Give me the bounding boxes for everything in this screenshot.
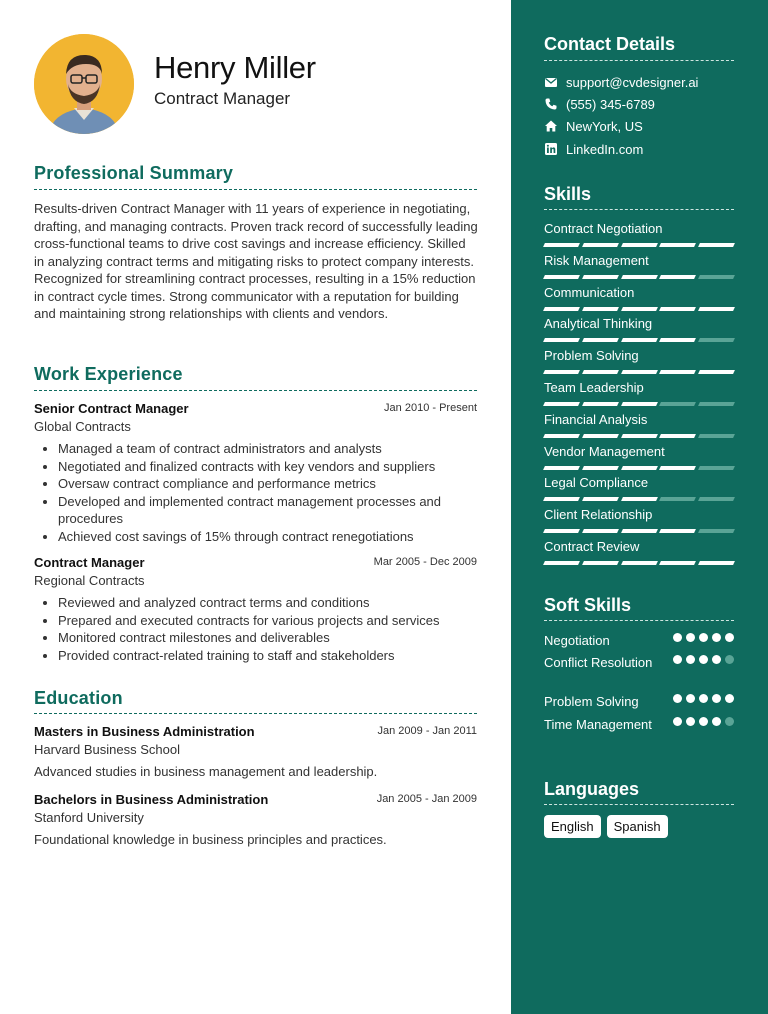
skill-segment-filled [621, 561, 658, 565]
skill-item [544, 475, 734, 501]
summary-heading: Professional Summary [34, 163, 234, 183]
skill-segment-filled [659, 370, 696, 374]
skill-segment-filled [582, 370, 619, 374]
skill-name: Legal Compliance [544, 475, 649, 491]
contact-location [544, 117, 643, 135]
skill-segment-filled [659, 338, 696, 342]
bullet-item: • Managed a team of contract administrators and analysts [58, 440, 477, 458]
degree-title: Bachelors in Business Administration [34, 792, 269, 807]
skill-segment-filled [543, 402, 580, 406]
rating-dot-filled [699, 655, 708, 664]
skill-segment-filled [582, 338, 619, 342]
soft-skill-rating [673, 717, 734, 726]
rating-dot-filled [686, 633, 695, 642]
soft-skill-name: Negotiation [544, 633, 610, 648]
skill-level-bar [544, 307, 734, 311]
soft-skills-heading: Soft Skills [544, 595, 632, 615]
phone-text[interactable]: (555) 345-6789 [566, 96, 655, 112]
job-entry [34, 555, 477, 664]
skill-item [544, 253, 734, 279]
skill-level-bar [544, 529, 734, 533]
language-badge: English [544, 815, 601, 838]
skill-name: Contract Negotiation [544, 221, 663, 236]
soft-skill-item [544, 693, 734, 710]
languages-heading: Languages [544, 779, 640, 799]
summary-text: Results-driven Contract Manager with 11 years of experience in negotiating, drafting, and managing contracts. Proven track record of successfully leading cross-functional teams to drive cost savings and increase efficiency. Skilled in analyzing contract terms and mitigating risks to protect company interests. Recognized for streamlining contract processes, resulting in a 15% reduction in contract cycle times. Strong communicator with a reputation for building and maintaining strong relationships with clients and vendors. [34, 201, 478, 321]
bullet-item: • Negotiated and finalized contracts with key vendors and suppliers [58, 458, 477, 476]
skill-segment-filled [582, 529, 619, 533]
skill-segment-filled [582, 307, 619, 311]
soft-skill-item [544, 654, 734, 671]
skill-segment-filled [698, 243, 735, 247]
skill-segment-filled [543, 466, 580, 470]
skill-segment-filled [582, 497, 619, 501]
education-description: Advanced studies in business management and leadership. [34, 764, 378, 779]
experience-divider [34, 390, 477, 391]
skill-level-bar [544, 275, 734, 279]
job-title: Senior Contract Manager [34, 401, 189, 416]
job-date: Mar 2005 - Dec 2009 [373, 556, 477, 568]
skill-segment-filled [659, 243, 696, 247]
skill-segment-filled [698, 370, 735, 374]
skill-segment-filled [659, 561, 696, 565]
envelope-icon [544, 75, 558, 89]
rating-dot-filled [712, 717, 721, 726]
contact-heading: Contact Details [544, 34, 676, 54]
skill-name: Problem Solving [544, 348, 639, 364]
education-description: Foundational knowledge in business principles and practices. [34, 832, 387, 847]
skill-item [544, 412, 734, 438]
skill-segment-filled [621, 370, 658, 374]
skill-item [544, 285, 734, 311]
soft-skill-item [544, 632, 734, 649]
skill-level-bar [544, 561, 734, 565]
job-entry [34, 401, 477, 546]
skill-segment-filled [543, 307, 580, 311]
soft-skill-name: Conflict Resolution [544, 655, 653, 670]
skill-segment-filled [582, 402, 619, 406]
skills-divider [544, 209, 734, 210]
profile-photo [34, 34, 134, 134]
skill-segment-filled [621, 338, 658, 342]
skill-segment-filled [621, 466, 658, 470]
skill-segment-filled [698, 561, 735, 565]
education-date: Jan 2009 - Jan 2011 [377, 725, 477, 737]
rating-dot-filled [686, 717, 695, 726]
rating-dot-empty [725, 655, 734, 664]
home-icon [544, 119, 558, 133]
email-text[interactable]: support@cvdesigner.ai [566, 74, 699, 90]
phone-icon [544, 97, 558, 111]
skill-segment-filled [582, 275, 619, 279]
rating-dot-filled [673, 717, 682, 726]
skill-level-bar [544, 402, 734, 406]
skill-level-bar [544, 466, 734, 470]
skill-item [544, 507, 734, 533]
summary-divider [34, 189, 477, 190]
skill-item [544, 380, 734, 406]
skill-segment-empty [698, 275, 735, 279]
skill-segment-filled [543, 561, 580, 565]
contact-phone[interactable] [544, 95, 655, 113]
rating-dot-filled [686, 694, 695, 703]
skill-segment-empty [698, 338, 735, 342]
skill-item [544, 539, 734, 565]
bullet-item: • Reviewed and analyzed contract terms and conditions [58, 594, 477, 612]
skill-segment-filled [698, 307, 735, 311]
school-name: Harvard Business School [34, 742, 180, 757]
contact-linkedin[interactable] [544, 140, 643, 158]
skill-segment-filled [582, 434, 619, 438]
skill-name: Contract Review [544, 539, 640, 554]
job-bullets [34, 440, 477, 546]
candidate-role: Contract Manager [154, 89, 291, 108]
skill-segment-filled [659, 307, 696, 311]
avatar [34, 34, 134, 134]
skill-segment-empty [698, 434, 735, 438]
skill-segment-filled [582, 561, 619, 565]
soft-skills-divider [544, 620, 734, 621]
rating-dot-filled [673, 633, 682, 642]
skill-item [544, 316, 734, 342]
sidebar [511, 0, 768, 1014]
skill-segment-filled [621, 402, 658, 406]
rating-dot-empty [725, 717, 734, 726]
rating-dot-filled [725, 633, 734, 642]
rating-dot-filled [712, 633, 721, 642]
skill-segment-filled [621, 497, 658, 501]
experience-heading: Work Experience [34, 364, 183, 384]
job-date: Jan 2010 - Present [384, 402, 477, 414]
education-entry [34, 792, 477, 847]
job-organization: Global Contracts [34, 419, 131, 434]
job-bullets [34, 594, 477, 664]
school-name: Stanford University [34, 810, 144, 825]
education-divider [34, 713, 477, 714]
rating-dot-filled [712, 655, 721, 664]
languages-list [544, 815, 668, 838]
skill-segment-filled [582, 243, 619, 247]
skill-segment-filled [543, 497, 580, 501]
skill-name: Financial Analysis [544, 411, 648, 427]
location-text: NewYork, US [566, 118, 643, 134]
skill-segment-filled [543, 370, 580, 374]
rating-dot-filled [725, 694, 734, 703]
skill-name: Analytical Thinking [544, 316, 653, 332]
skill-segment-filled [659, 529, 696, 533]
bullet-item: • Oversaw contract compliance and performance metrics [58, 475, 477, 493]
bullet-item: • Achieved cost savings of 15% through contract renegotiations [58, 528, 477, 546]
skill-name: Communication [544, 284, 635, 300]
skill-name: Team Leadership [544, 380, 644, 395]
soft-skill-name: Problem Solving [544, 694, 639, 709]
skill-segment-empty [698, 466, 735, 470]
skill-item [544, 221, 734, 247]
skills-heading: Skills [544, 184, 592, 204]
rating-dot-filled [699, 633, 708, 642]
degree-title: Masters in Business Administration [34, 724, 255, 739]
skill-segment-filled [659, 466, 696, 470]
skill-segment-empty [698, 497, 735, 501]
skill-segment-empty [698, 529, 735, 533]
education-heading: Education [34, 688, 123, 708]
soft-skill-rating [673, 694, 734, 703]
rating-dot-filled [673, 655, 682, 664]
skill-segment-filled [543, 338, 580, 342]
bullet-item: • Developed and implemented contract management processes and procedures [58, 493, 477, 528]
education-entry [34, 724, 477, 779]
skill-segment-filled [543, 434, 580, 438]
soft-skill-name: Time Management [544, 717, 652, 732]
contact-divider [544, 60, 734, 61]
skill-segment-filled [543, 275, 580, 279]
soft-skill-rating [673, 655, 734, 664]
skill-segment-filled [543, 529, 580, 533]
contact-email[interactable] [544, 73, 698, 91]
skill-level-bar [544, 370, 734, 374]
skill-name: Risk Management [544, 252, 649, 268]
bullet-item: • Monitored contract milestones and deliverables [58, 629, 477, 647]
skill-segment-filled [621, 529, 658, 533]
skill-segment-filled [659, 275, 696, 279]
skill-segment-empty [659, 402, 696, 406]
bullet-item: • Prepared and executed contracts for various projects and services [58, 612, 477, 630]
rating-dot-filled [712, 694, 721, 703]
job-title: Contract Manager [34, 555, 145, 570]
skill-item [544, 444, 734, 470]
skill-level-bar [544, 497, 734, 501]
skill-segment-filled [621, 307, 658, 311]
soft-skill-item [544, 716, 734, 733]
skill-level-bar [544, 243, 734, 247]
skill-segment-empty [698, 402, 735, 406]
candidate-name: Henry Miller [154, 50, 316, 85]
rating-dot-filled [699, 694, 708, 703]
skill-segment-filled [659, 434, 696, 438]
rating-dot-filled [686, 655, 695, 664]
skill-segment-filled [543, 243, 580, 247]
languages-divider [544, 804, 734, 805]
rating-dot-filled [699, 717, 708, 726]
job-organization: Regional Contracts [34, 573, 145, 588]
soft-skill-rating [673, 633, 734, 642]
skill-segment-empty [659, 497, 696, 501]
skill-segment-filled [582, 466, 619, 470]
education-date: Jan 2005 - Jan 2009 [376, 793, 477, 805]
skill-segment-filled [621, 434, 658, 438]
rating-dot-filled [673, 694, 682, 703]
skill-name: Client Relationship [544, 507, 653, 523]
linkedin-icon [544, 142, 558, 156]
linkedin-text[interactable]: LinkedIn.com [566, 141, 644, 157]
skill-level-bar [544, 434, 734, 438]
skill-item [544, 348, 734, 374]
skill-segment-filled [621, 243, 658, 247]
skill-name: Vendor Management [544, 443, 665, 459]
skill-segment-filled [621, 275, 658, 279]
language-badge: Spanish [607, 815, 668, 838]
bullet-item: • Provided contract-related training to staff and stakeholders [58, 647, 477, 665]
skill-level-bar [544, 338, 734, 342]
